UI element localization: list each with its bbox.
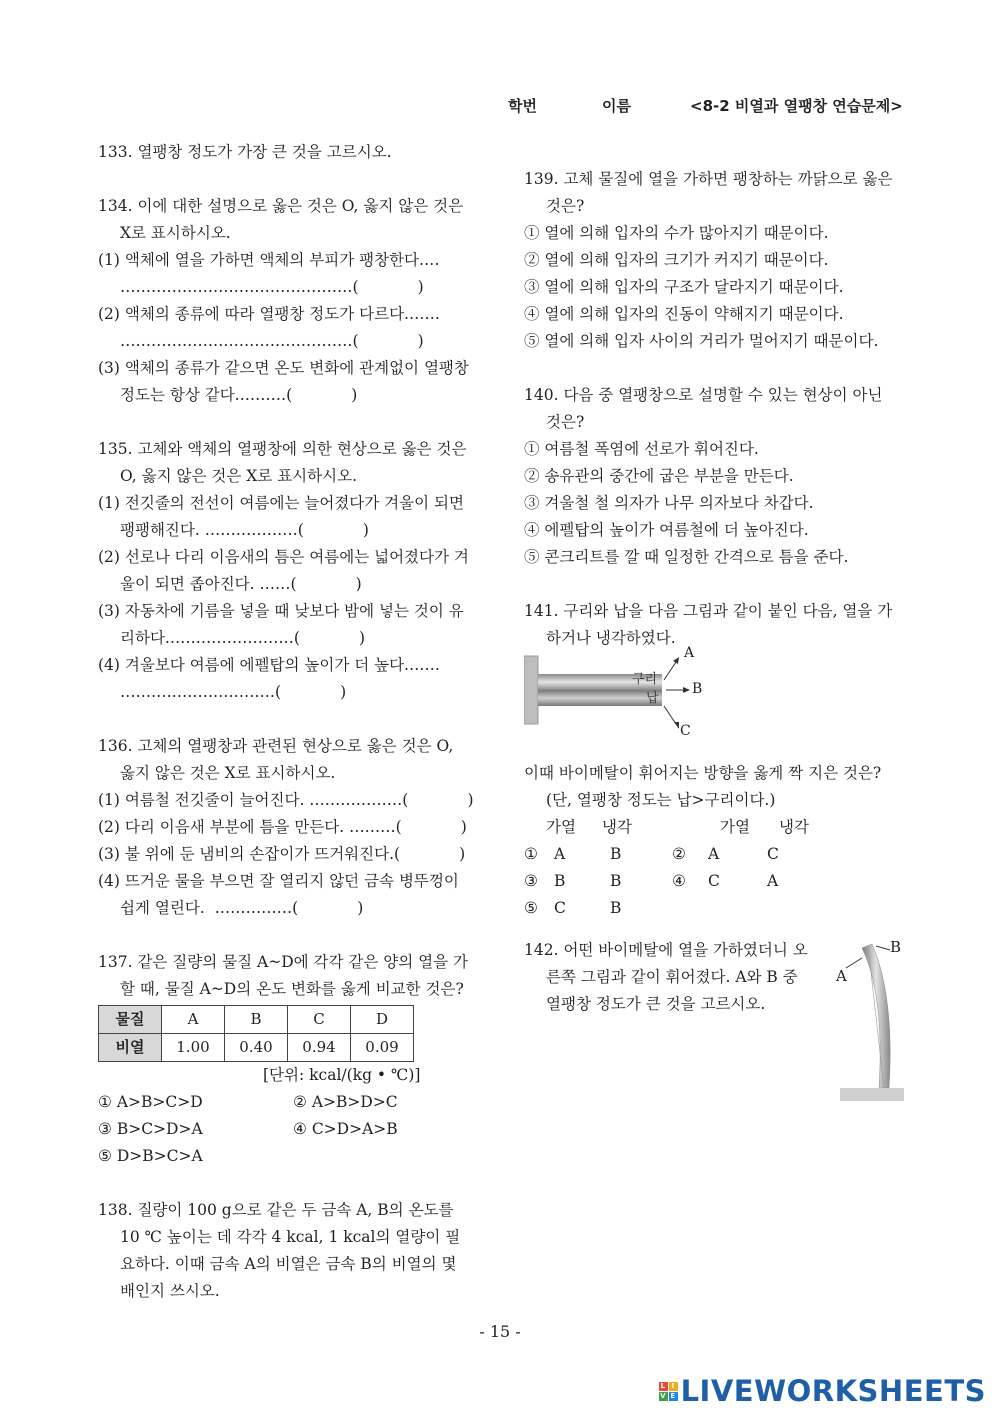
table-cell: C — [288, 1006, 351, 1034]
option[interactable]: ② 송유관의 중간에 굽은 부분을 만든다. — [524, 467, 794, 485]
question-136 — [98, 733, 488, 922]
q137-options — [98, 1089, 488, 1170]
q134-answer-blank[interactable]: ………………………………………( ) — [120, 278, 424, 296]
specific-heat-table — [98, 1005, 414, 1062]
left-column — [98, 139, 488, 1305]
name-label: 이름 — [602, 97, 631, 115]
q142-line: 열팽창 정도가 큰 것을 고르시오. — [546, 995, 766, 1013]
option-heat: A — [708, 845, 720, 863]
q139-stem-1: 139. 고체 물질에 열을 가하면 팽창하는 까닭으로 옳은 — [524, 170, 893, 188]
q136-answer-blank[interactable]: 쉽게 열린다. ……………( ) — [120, 899, 364, 917]
option-number[interactable]: ③ — [524, 872, 538, 890]
table-cell: 물질 — [99, 1006, 162, 1034]
option[interactable]: ④ 열에 의해 입자의 진동이 약해지기 때문이다. — [524, 305, 844, 323]
bimetal-figure — [524, 645, 724, 760]
q134-item: (1) 액체에 열을 가하면 액체의 부피가 팽창한다.… — [98, 251, 440, 269]
question-137 — [98, 949, 488, 1170]
option-cool: B — [610, 845, 622, 863]
q134-item: (3) 액체의 종류가 같으면 온도 변화에 관계없이 열팽창 — [98, 359, 469, 377]
table-cell: 1.00 — [162, 1034, 225, 1062]
table-cell: A — [162, 1006, 225, 1034]
q141-note: (단, 열팽창 정도는 납>구리이다.) — [546, 791, 776, 809]
option[interactable]: ② 열에 의해 입자의 크기가 커지기 때문이다. — [524, 251, 829, 269]
table-cell: B — [225, 1006, 288, 1034]
side-b-label: B — [890, 938, 902, 956]
q136-stem-2: 옳지 않은 것은 X로 표시하시오. — [120, 764, 336, 782]
q135-item: (1) 전깃줄의 전선이 여름에는 늘어졌다가 겨울이 되면 — [98, 494, 464, 512]
question-141 — [524, 598, 914, 922]
table-cell: 0.94 — [288, 1034, 351, 1062]
q137-stem-1: 137. 같은 질량의 물질 A~D에 각각 같은 양의 열을 가 — [98, 953, 469, 971]
q141-question: 이때 바이메탈이 휘어지는 방향을 옳게 짝 지은 것은? — [524, 764, 882, 782]
table-cell: D — [351, 1006, 414, 1034]
right-column — [524, 166, 914, 1018]
option-number[interactable]: ① — [524, 845, 538, 863]
question-138 — [98, 1197, 488, 1305]
q133-stem: 133. 열팽창 정도가 가장 큰 것을 고르시오. — [98, 143, 392, 161]
q135-answer-blank[interactable]: …………………………( ) — [120, 683, 347, 701]
q135-answer-blank[interactable]: 팽팽해진다. ………………( ) — [120, 521, 369, 539]
bent-bimetal-figure — [832, 940, 912, 1104]
q136-item-answer[interactable]: (1) 여름철 전깃줄이 늘어진다. ………………( ) — [98, 791, 474, 809]
bent-bimetal-diagram — [832, 940, 912, 1104]
q135-stem-2: O, 옳지 않은 것은 X로 표시하시오. — [120, 467, 357, 485]
q135-stem-1: 135. 고체와 액체의 열팽창에 의한 현상으로 옳은 것은 — [98, 440, 467, 458]
option[interactable]: ③ B>C>D>A — [98, 1120, 203, 1138]
q140-stem-1: 140. 다음 중 열팽창으로 설명할 수 있는 현상이 아닌 — [524, 386, 883, 404]
option[interactable]: ① 열에 의해 입자의 수가 많아지기 때문이다. — [524, 224, 829, 242]
q138-line: 배인지 쓰시오. — [120, 1282, 220, 1300]
option-number[interactable]: ④ — [672, 872, 686, 890]
col-head-heat: 가열 — [720, 818, 750, 836]
option[interactable]: ③ 겨울철 철 의자가 나무 의자보다 차갑다. — [524, 494, 814, 512]
question-133 — [98, 139, 488, 166]
option[interactable]: ④ 에펠탑의 높이가 여름철에 더 높아진다. — [524, 521, 809, 539]
option[interactable]: ④ C>D>A>B — [293, 1120, 398, 1138]
option[interactable]: ⑤ D>B>C>A — [98, 1147, 203, 1165]
q141-stem-2: 하거나 냉각하였다. — [546, 629, 676, 647]
q136-item-answer[interactable]: (3) 불 위에 둔 냄비의 손잡이가 뜨거워진다.( ) — [98, 845, 466, 863]
q140-stem-2: 것은? — [546, 413, 585, 431]
option-heat: C — [708, 872, 720, 890]
table-row — [99, 1034, 414, 1062]
option[interactable]: ③ 열에 의해 입자의 구조가 달라지기 때문이다. — [524, 278, 844, 296]
table-cell: 비열 — [99, 1034, 162, 1062]
table-cell: 0.09 — [351, 1034, 414, 1062]
q136-item-answer[interactable]: (2) 다리 이음새 부분에 틈을 만든다. ………( ) — [98, 818, 467, 836]
bimetal-diagram — [524, 652, 724, 760]
option-heat: A — [554, 845, 566, 863]
q137-stem-2: 할 때, 물질 A~D의 온도 변화를 옳게 비교한 것은? — [120, 980, 464, 998]
q139-stem-2: 것은? — [546, 197, 585, 215]
liveworksheets-logo — [659, 1374, 986, 1408]
q135-item: (2) 선로나 다리 이음새의 틈은 여름에는 넓어졌다가 겨 — [98, 548, 469, 566]
option-number[interactable]: ② — [672, 845, 686, 863]
q142-line: 142. 어떤 바이메탈에 열을 가하였더니 오 — [524, 941, 808, 959]
student-id-label: 학번 — [508, 97, 537, 115]
option-heat: B — [554, 872, 566, 890]
col-head-cool: 냉각 — [779, 818, 809, 836]
question-139 — [524, 166, 914, 355]
q134-item: (2) 액체의 종류에 따라 열팽창 정도가 다르다.…… — [98, 305, 440, 323]
question-134 — [98, 193, 488, 409]
q135-answer-blank[interactable]: 울이 되면 좁아진다. ……( ) — [120, 575, 362, 593]
q138-line: 138. 질량이 100 g으로 같은 두 금속 A, B의 온도를 — [98, 1201, 454, 1219]
q135-item: (3) 자동차에 기름을 넣을 때 낮보다 밤에 넣는 것이 유 — [98, 602, 464, 620]
q134-stem-2: X로 표시하시오. — [120, 224, 231, 242]
direction-b-label: B — [692, 681, 703, 697]
option[interactable]: ⑤ 콘크리트를 깔 때 일정한 간격으로 틈을 준다. — [524, 548, 849, 566]
table-header-row — [99, 1006, 414, 1034]
copper-label: 구리 — [632, 672, 658, 687]
logo-text: LIVEWORKSHEETS — [680, 1374, 986, 1408]
worksheet-title: <8-2 비열과 열팽창 연습문제> — [690, 97, 903, 115]
option-cool: A — [767, 872, 779, 890]
q141-options-grid — [524, 814, 914, 922]
q135-item: (4) 겨울보다 여름에 에펠탑의 높이가 더 높다.…… — [98, 656, 440, 674]
option-cool: B — [610, 872, 622, 890]
page-number: - 15 - — [479, 1322, 521, 1341]
q142-line: 른쪽 그림과 같이 휘어졌다. A와 B 중 — [546, 968, 798, 986]
q136-item: (4) 뜨거운 물을 부으면 잘 열리지 않던 금속 병뚜껑이 — [98, 872, 459, 890]
q135-answer-blank[interactable]: 리하다.……………………( ) — [120, 629, 366, 647]
q138-line: 10 ℃ 높이는 데 각각 4 kcal, 1 kcal의 열량이 필 — [120, 1228, 461, 1246]
col-head-heat: 가열 — [546, 818, 576, 836]
direction-a-label: A — [684, 645, 695, 661]
option-heat: C — [554, 899, 566, 917]
q134-stem-1: 134. 이에 대한 설명으로 옳은 것은 O, 옳지 않은 것은 — [98, 197, 464, 215]
q134-answer-blank[interactable]: 정도는 항상 같다.………( ) — [120, 386, 358, 404]
direction-c-label: C — [680, 723, 691, 739]
question-135 — [98, 436, 488, 706]
q141-stem-1: 141. 구리와 납을 다음 그림과 같이 붙인 다음, 열을 가 — [524, 602, 893, 620]
logo-mark-icon: L I V E — [660, 1381, 676, 1400]
option[interactable]: ① A>B>C>D — [98, 1093, 203, 1111]
lead-label: 납 — [646, 691, 659, 706]
q134-answer-blank[interactable]: ………………………………………( ) — [120, 332, 424, 350]
option[interactable]: ② A>B>D>C — [293, 1093, 398, 1111]
unit-label: [단위: kcal/(kg • ℃)] — [263, 1066, 421, 1084]
col-head-cool: 냉각 — [602, 818, 632, 836]
q138-line: 요하다. 이때 금속 A의 비열은 금속 B의 비열의 몇 — [120, 1255, 457, 1273]
option-number[interactable]: ⑤ — [524, 899, 538, 917]
table-cell: 0.40 — [225, 1034, 288, 1062]
option[interactable]: ① 여름철 폭염에 선로가 휘어진다. — [524, 440, 759, 458]
option-cool: C — [767, 845, 779, 863]
question-140 — [524, 382, 914, 571]
option-cool: B — [610, 899, 622, 917]
q136-stem-1: 136. 고체의 열팽창과 관련된 현상으로 옳은 것은 O, — [98, 737, 454, 755]
side-a-label: A — [836, 967, 847, 985]
option[interactable]: ⑤ 열에 의해 입자 사이의 거리가 멀어지기 때문이다. — [524, 332, 879, 350]
